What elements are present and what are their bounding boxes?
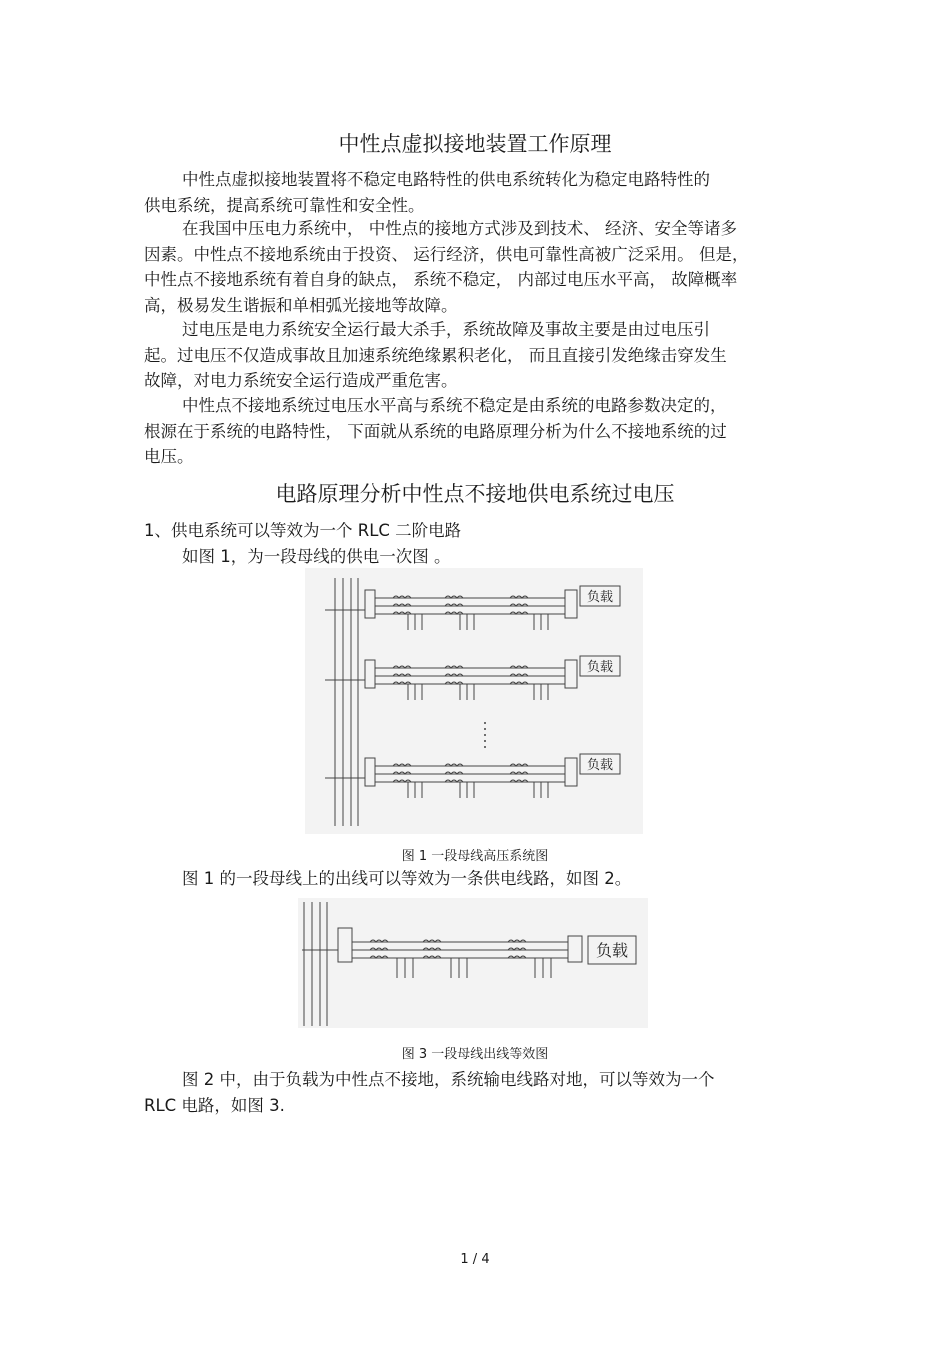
text-line: 高，极易发生谐振和单相弧光接地等故障。 <box>144 295 458 315</box>
text-line: 如图 1，为一段母线的供电一次图 。 <box>182 546 451 566</box>
paragraph-4 <box>144 393 810 470</box>
text-line: 根源在于系统的电路特性， 下面就从系统的电路原理分析为什么不接地系统的过 <box>144 421 727 441</box>
text-line: 中性点不接地系统过电压水平高与系统不稳定是由系统的电路参数决定的， <box>182 396 727 415</box>
text-line: 图 1 的一段母线上的出线可以等效为一条供电线路，如图 2。 <box>182 869 632 888</box>
load-label: 负载 <box>595 941 629 960</box>
load-label: 负载 <box>586 758 614 773</box>
text-line: 起。过电压不仅造成事故且加速系统绝缘累积老化， 而且直接引发绝缘击穿发生 <box>144 345 727 365</box>
figure-2-feeder-diagram <box>298 898 648 1028</box>
figure-1-bus-diagram <box>305 568 643 834</box>
text-line: RLC 电路，如图 3. <box>144 1095 285 1115</box>
load-label: 负载 <box>586 660 614 675</box>
text-line: 中性点不接地系统有着自身的缺点， 系统不稳定， 内部过电压水平高， 故障概率 <box>144 270 738 289</box>
figure-1-caption: 图 1 一段母线高压系统图 <box>401 849 549 864</box>
document-title: 中性点虚拟接地装置工作原理 <box>338 132 612 156</box>
paragraph-3 <box>144 317 810 394</box>
text-line: 1、供电系统可以等效为一个 RLC 二阶电路 <box>144 521 462 540</box>
paragraph-2 <box>144 216 810 318</box>
text-line: 过电压是电力系统安全运行最大杀手，系统故障及事故主要是由过电压引 <box>182 320 710 339</box>
text-line: 供电系统，提高系统可靠性和安全性。 <box>144 195 425 215</box>
text-line: 故障，对电力系统安全运行造成严重危害。 <box>144 371 458 390</box>
section-title: 电路原理分析中性点不接地供电系统过电压 <box>275 482 675 506</box>
text-line: 电压。 <box>144 447 194 466</box>
text-line: 中性点虚拟接地装置将不稳定电路特性的供电系统转化为稳定电路特性的 <box>182 170 710 189</box>
text-line: 在我国中压电力系统中， 中性点的接地方式涉及到技术、 经济、安全等诸多 <box>182 219 737 238</box>
load-label: 负载 <box>586 590 614 605</box>
text-line: 图 2 中，由于负载为中性点不接地，系统输电线路对地，可以等效为一个 <box>182 1070 715 1089</box>
intro-paragraph <box>144 167 810 218</box>
item-1-heading <box>144 518 810 569</box>
page-number: 1 / 4 <box>460 1252 490 1267</box>
figure-2-caption: 图 3 一段母线出线等效图 <box>401 1047 549 1062</box>
text-line: 因素。中性点不接地系统由于投资、 运行经济，供电可靠性高被广泛采用。 但是， <box>144 244 749 264</box>
paragraph-5 <box>144 1067 810 1118</box>
figure-2-intro <box>144 866 810 892</box>
